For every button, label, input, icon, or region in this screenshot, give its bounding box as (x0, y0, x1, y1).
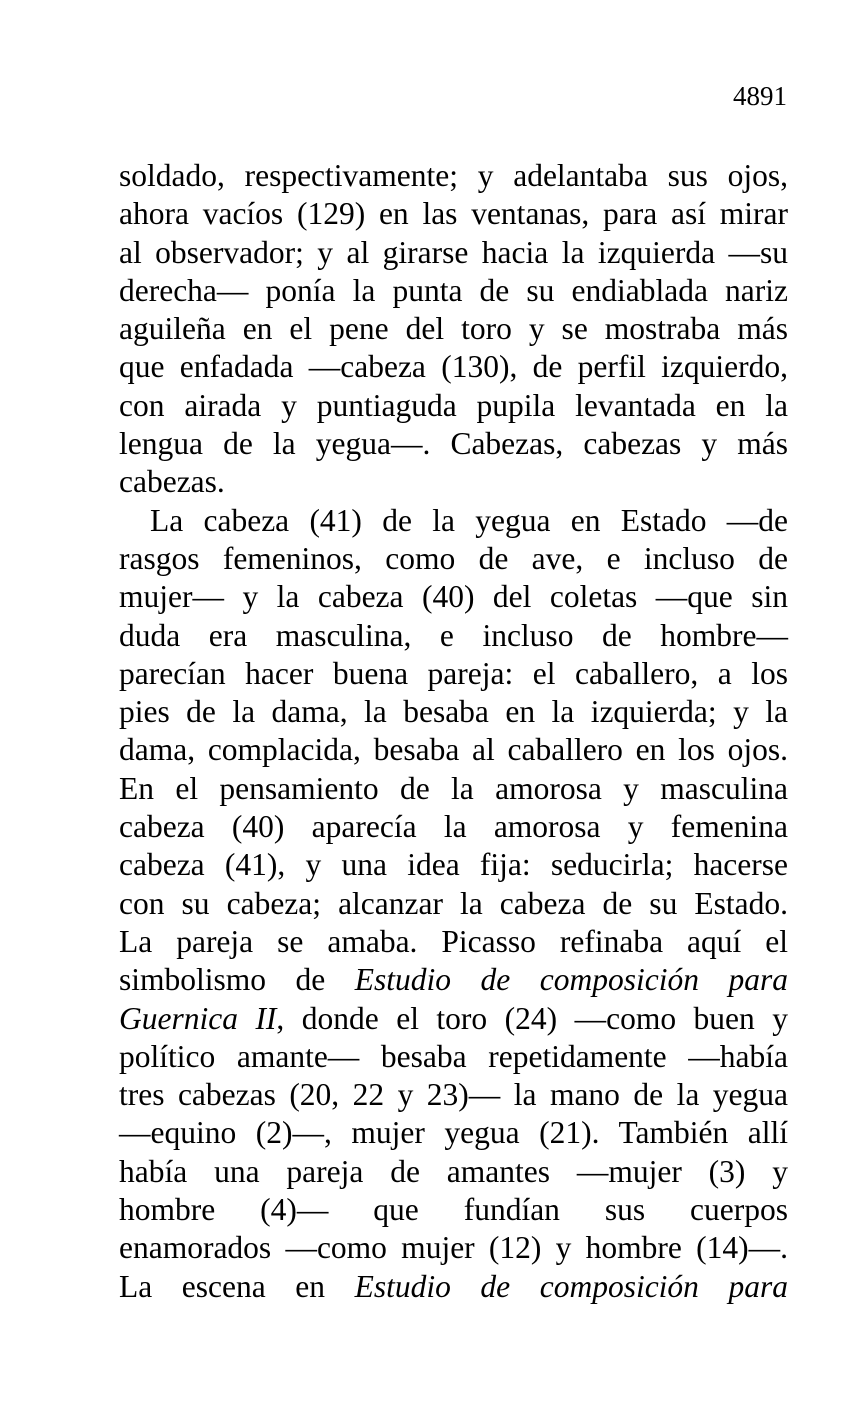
text-line: lengua de la yegua—. Cabezas, cabezas y más (119, 426, 788, 462)
text-line (119, 1268, 788, 1306)
text-line: pies de la dama, la besaba en la izquierda; y la (119, 694, 788, 730)
text-line: derecha— ponía la punta de su endiablada nariz (119, 272, 788, 308)
text-line: aguileña en el pene del toro y se mostraba más (119, 311, 788, 347)
text-line (119, 961, 788, 999)
body-text (119, 157, 788, 1306)
text-line: había una pareja de amantes —mujer (3) y (119, 1153, 788, 1189)
line-text: La escena en (119, 1268, 355, 1304)
text-line: En el pensamiento de la amorosa y masculina (119, 770, 788, 806)
text-line: cabezas. (119, 464, 225, 500)
text-line: que enfadada —cabeza (130), de perfil izquierdo, (119, 349, 788, 385)
italic-title: Estudio de composición para (354, 962, 788, 998)
text-line: enamorados —como mujer (12) y hombre (14)—. (119, 1230, 788, 1266)
text-line: rasgos femeninos, como de ave, e incluso de (119, 540, 788, 576)
paragraph-1 (119, 157, 788, 502)
text-line: hombre (4)— que fundían sus cuerpos (119, 1192, 788, 1228)
text-line: tres cabezas (20, 22 y 23)— la mano de la yegua (119, 1077, 788, 1113)
text-line: con airada y puntiaguda pupila levantada en la (119, 387, 788, 423)
text-line: político amante— besaba repetidamente —había (119, 1038, 788, 1074)
italic-title: Estudio de composición para (354, 1268, 789, 1304)
text-line: cabeza (40) aparecía la amorosa y femenina (119, 809, 788, 845)
line-text: simbolismo de (119, 962, 355, 998)
text-line: La cabeza (41) de la yegua en Estado —de (150, 502, 788, 538)
italic-title: Guernica II (119, 1000, 277, 1036)
text-line: duda era masculina, e incluso de hombre— (119, 617, 788, 653)
text-line: dama, complacida, besaba al caballero en los ojos. (119, 732, 788, 768)
text-line: parecían hacer buena pareja: el caballero, a los (119, 655, 788, 691)
text-line: con su cabeza; alcanzar la cabeza de su Estado. (119, 885, 788, 921)
text-line: cabeza (41), y una idea fija: seducirla; hacerse (119, 847, 788, 883)
text-line: soldado, respectivamente; y adelantaba sus ojos, (119, 158, 788, 193)
text-line: ahora vacíos (129) en las ventanas, para así mirar (119, 196, 788, 232)
line-text: , donde el toro (24) —como buen y (276, 1000, 788, 1036)
text-line: La pareja se amaba. Picasso refinaba aquí el (119, 923, 788, 959)
text-line: —equino (2)—, mujer yegua (21). También allí (119, 1115, 788, 1151)
text-line: mujer— y la cabeza (40) del coletas —que sin (119, 579, 788, 615)
text-line: al observador; y al girarse hacia la izquierda —su (119, 234, 788, 270)
page-number: 4891 (733, 81, 787, 111)
text-line (119, 1000, 788, 1038)
paragraph-2 (119, 502, 788, 1306)
